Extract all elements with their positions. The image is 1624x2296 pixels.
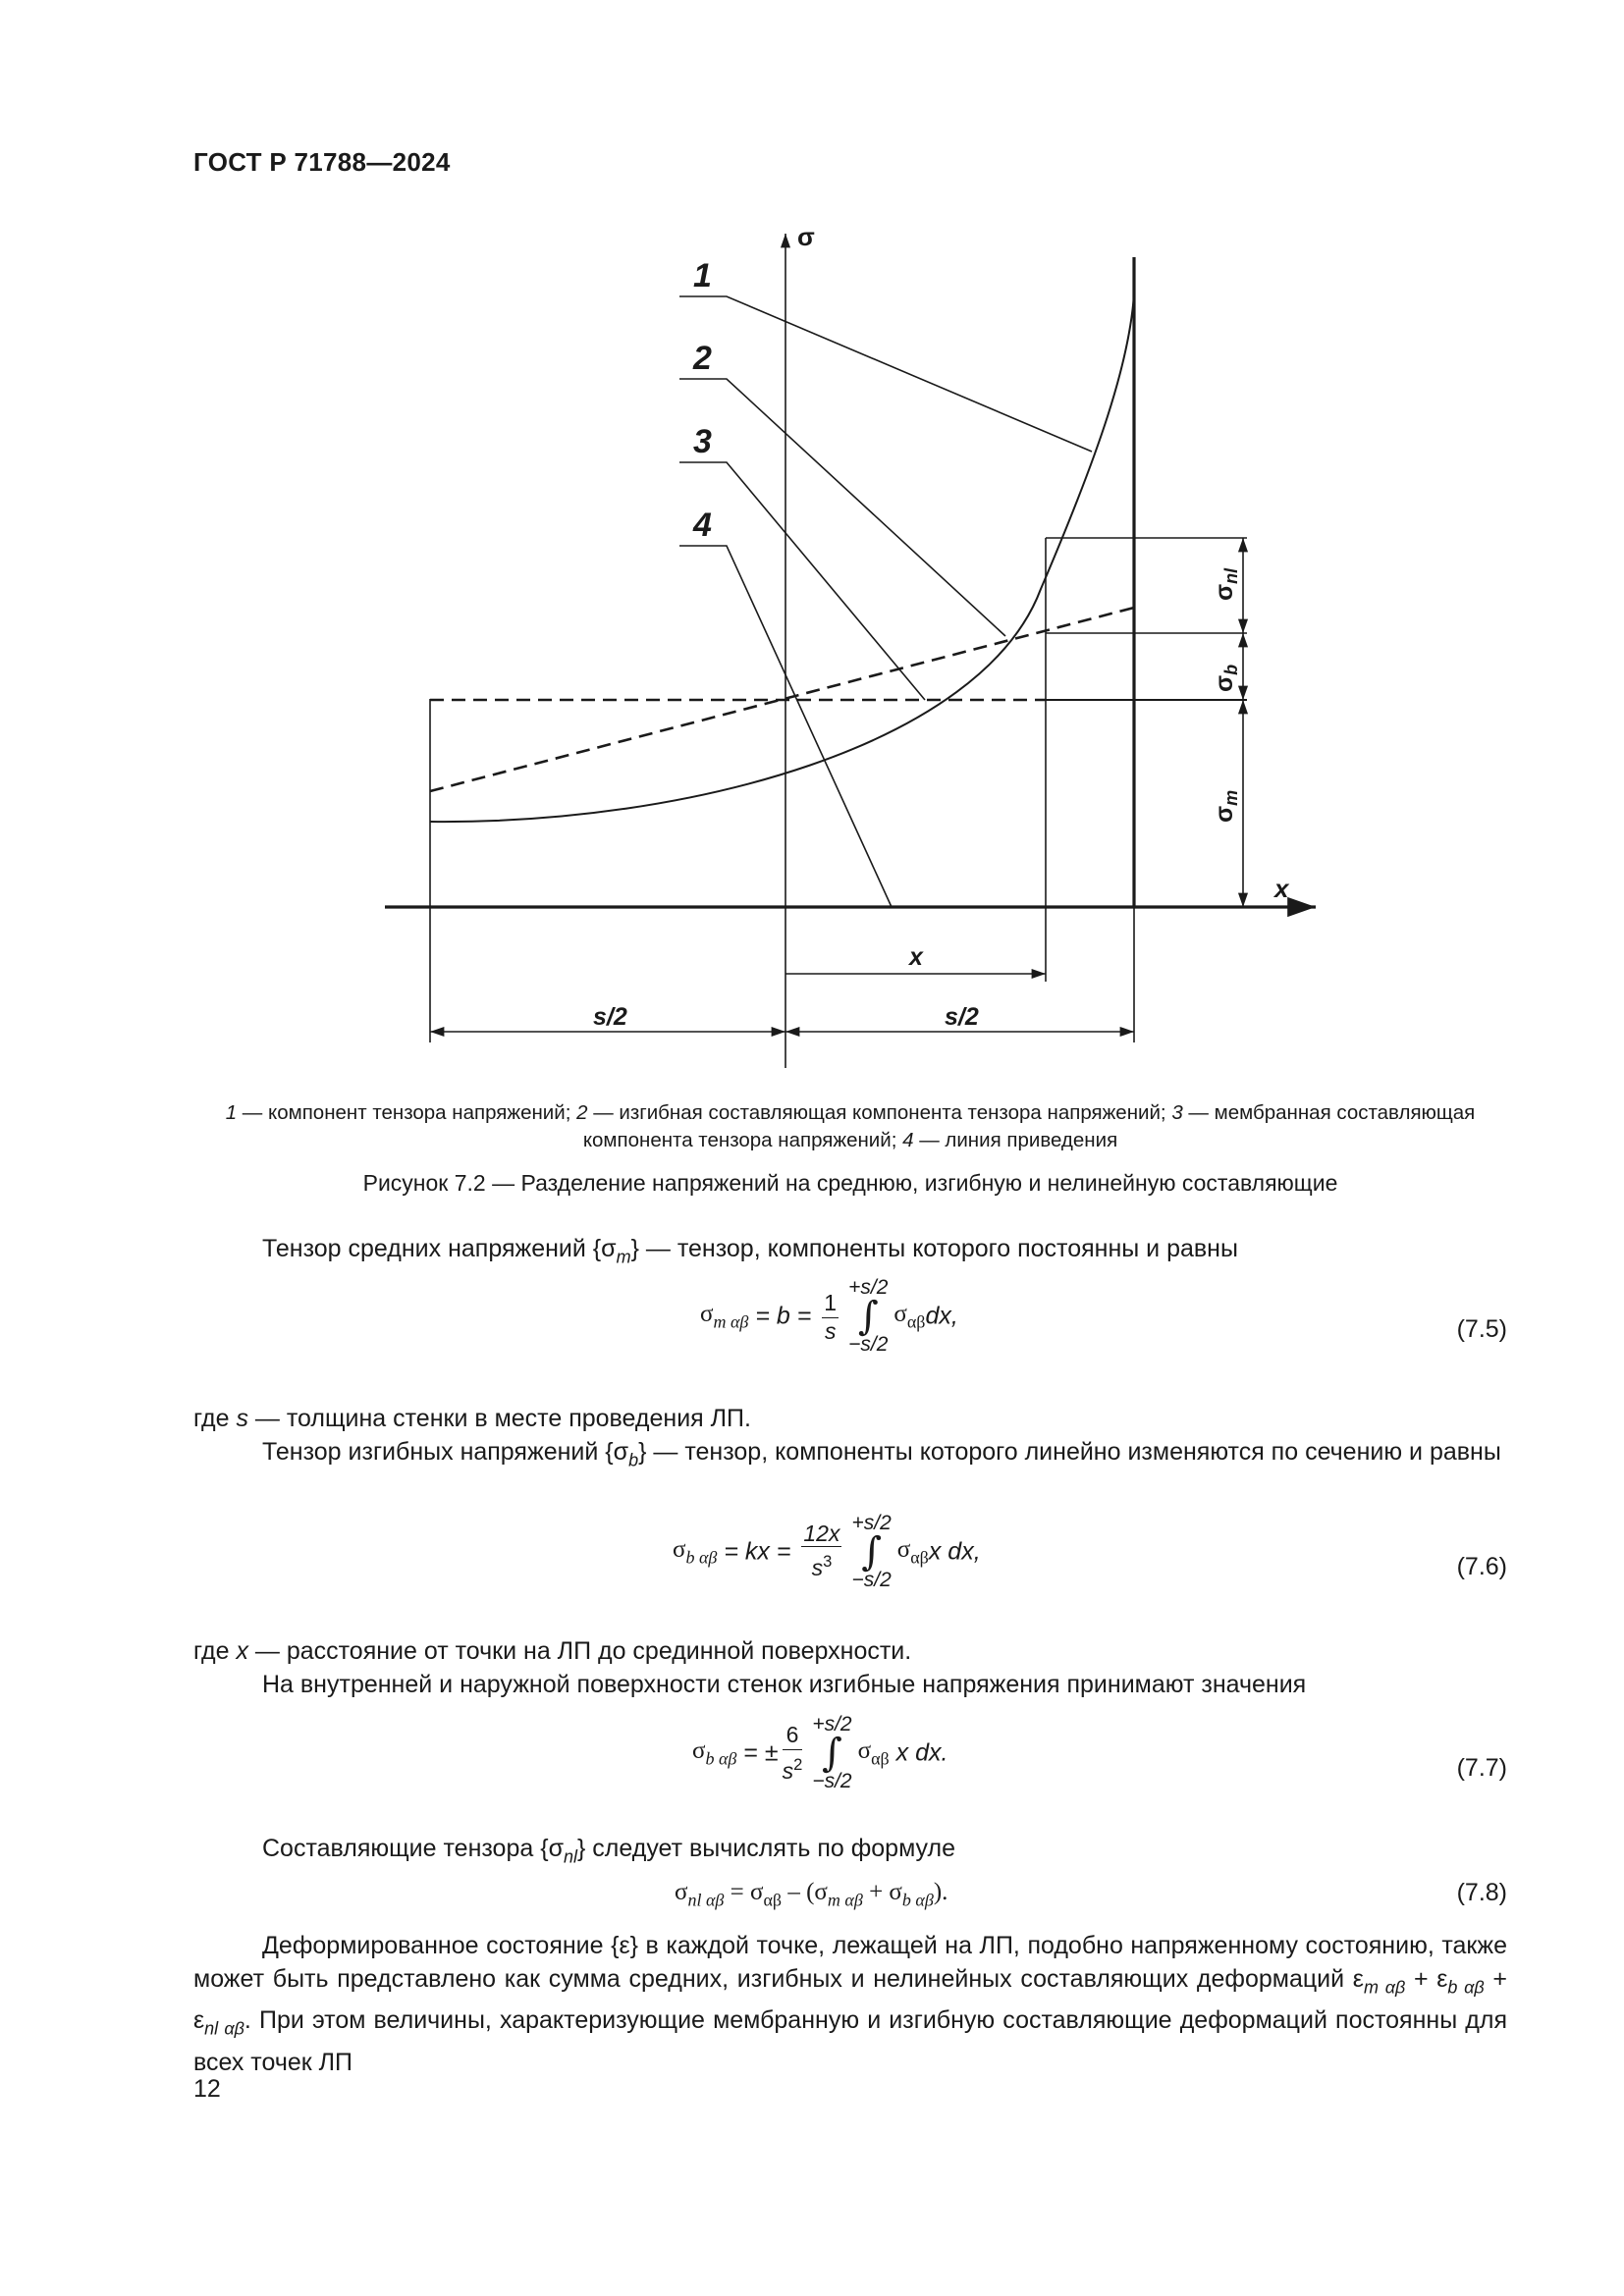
stress-diagram [0,0,1624,1090]
equation-7-7: $\sigma_{b \alpha\beta}$ = ± $\frac{6}{s^2}$ +s/2 ∫ −s/2 $\sigma_{\alpha\beta}$ x dx. (7.7) [692,1713,1507,1792]
paragraph: На внутренней и наружной поверхности стенок изгибные напряжения принимают значения [262,1671,1307,1698]
leader-1 [679,296,1092,452]
leader-2 [679,379,1005,636]
leader-3 [679,462,925,700]
callout-1: 1 [693,257,712,294]
paragraph: где s — толщина стенки в месте проведения ЛП. [193,1405,751,1432]
stress-curve [430,294,1134,822]
paragraph: Деформированное состояние {ε} в каждой точке, лежащей на ЛП, подобно напряженному состоянию, также может быть представлено как сумма средних, изгибных и нелинейных составляющих деформаций $\varepsilon_{m \alpha\beta} + \varepsilon_{b \alpha\beta} + \varepsilon_{nl \alpha\beta}$. При этом величины, характеризующие мембранную и изгибную составляющие деформаций постоянны для всех точек ЛП [193,1932,1508,2076]
callout-4: 4 [693,507,712,544]
callout-3: 3 [693,423,712,460]
x-axis-label: x [1274,874,1289,903]
figure-title: Рисунок 7.2 — Разделение напряжений на среднюю, изгибную и нелинейную составляющие [362,1170,1338,1196]
paragraph: Тензор средних напряжений $\{\sigma_m\}$ — тензор, компоненты которого постоянны и равны [262,1235,1238,1267]
sigma-b-label: $\sigma_b$ [1211,664,1241,692]
figure-legend: 1 — компонент тензора напряжений; 2 — изгибная составляющая компонента тензора напряжений; 3 — мембранная составляющая компонента тензора напряжений; 4 — линия приведения [225,1101,1476,1151]
page-number: 12 [193,2075,221,2103]
sigma-nl-label: $\sigma_{nl}$ [1211,567,1241,601]
equation-7-5: $\sigma_{m \alpha\beta} = b$ = $\frac{1}{s}$ +s/2 ∫ −s/2 $\sigma_{\alpha\beta}dx$, (7.5) [700,1276,1507,1356]
dim-s2-right-label: s/2 [945,1003,979,1031]
paragraph: Составляющие тензора $\{\sigma_{nl}\}$ следует вычислять по формуле [262,1835,955,1867]
paragraph: Тензор изгибных напряжений $\{\sigma_b\}$ — тензор, компоненты которого линейно изменяются по сечению и равны [262,1438,1501,1470]
paragraph: где x — расстояние от точки на ЛП до срединной поверхности. [193,1637,912,1665]
sigma-m-label: $\sigma_m$ [1211,789,1241,823]
callout-2: 2 [693,340,712,377]
document-header: ГОСТ Р 71788—2024 [193,147,451,177]
equation-7-8: $\sigma_{nl \alpha\beta} = \sigma_{\alpha\beta} - (\sigma_{m \alpha\beta} + \sigma_{b \alpha\beta})$. (7.8) [675,1879,1507,1910]
dim-x-label: x [909,943,923,971]
dim-s2-left-label: s/2 [593,1003,627,1031]
equation-7-6: $\sigma_{b \alpha\beta}$ = kx = $\frac{12x}{s^3}$ +s/2 ∫ −s/2 $\sigma_{\alpha\beta}x$ dx, (7.6) [673,1512,1507,1591]
sigma-axis-label: σ [797,222,815,251]
